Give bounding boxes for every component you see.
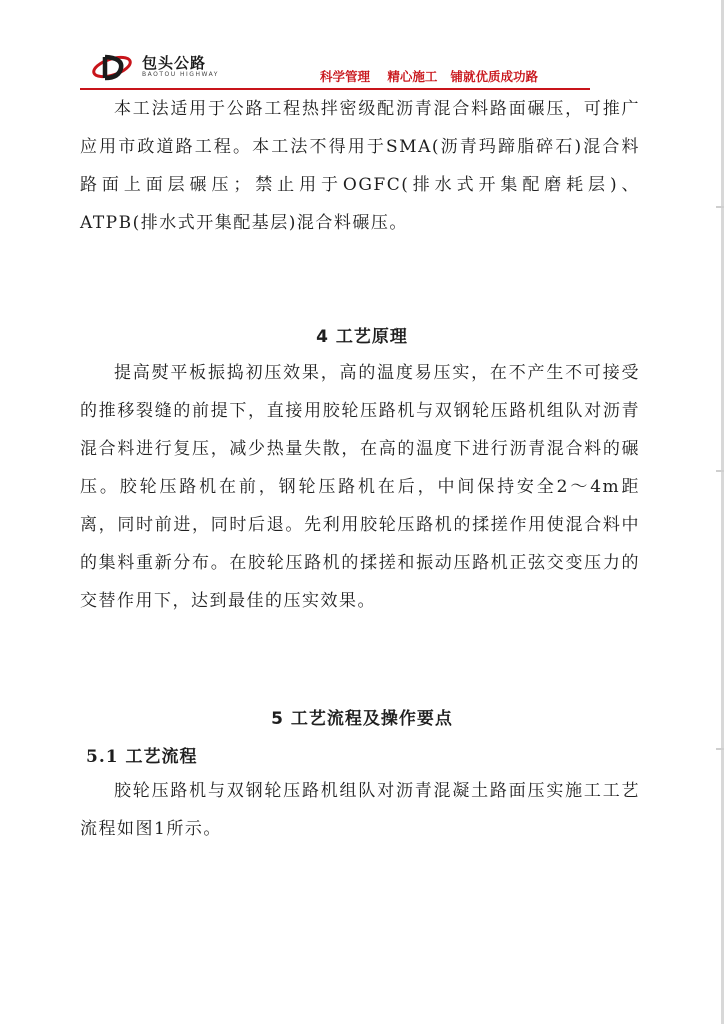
brand-name: 包头公路 [142,54,207,72]
section-5-1-paragraph: 胶轮压路机与双钢轮压路机组队对沥青混凝土路面压实施工工艺流程如图1所示。 [80,781,640,839]
header-slogan: 科学管理 精心施工 铺就优质成功路 [320,69,538,84]
page-header [80,50,590,92]
section-5-heading: 5 工艺流程及操作要点 [271,709,453,729]
section-4-paragraph: 提高熨平板振捣初压效果，高的温度易压实，在不产生不可接受的推移裂缝的前提下，直接用胶轮压路机与双钢轮压路机组队对沥青混合料进行复压，减少热量失散，在高的温度下进行沥青混合料的碾压。胶轮压路机在前，钢轮压路机在后，中间保持安全2～4m距离，同时前进，同时后退。先利用胶轮压路机的揉搓作用使混合料中的集料重新分布。在胶轮压路机的揉搓和振动压路机正弦交变压力的交替作用下，达到最佳的压实效果。 [80,363,640,611]
intro-paragraph: 本工法适用于公路工程热拌密级配沥青混合料路面碾压，可推广应用市政道路工程。本工法不得用于SMA(沥青玛蹄脂碎石)混合料路面上面层碾压；禁止用于OGFC(排水式开集配磨耗层)、ATPB(排水式开集配基层)混合料碾压。 [80,99,640,233]
baotou-highway-logo-icon [90,52,134,82]
page-edge-mark [716,470,724,472]
page-edge-mark [716,748,724,750]
section-4-heading: 4 工艺原理 [316,327,408,347]
section-5-1-heading: 5.1 工艺流程 [86,747,198,767]
brand-subtitle: BAOTOU HIGHWAY [142,71,219,78]
page-edge-mark [716,206,724,208]
